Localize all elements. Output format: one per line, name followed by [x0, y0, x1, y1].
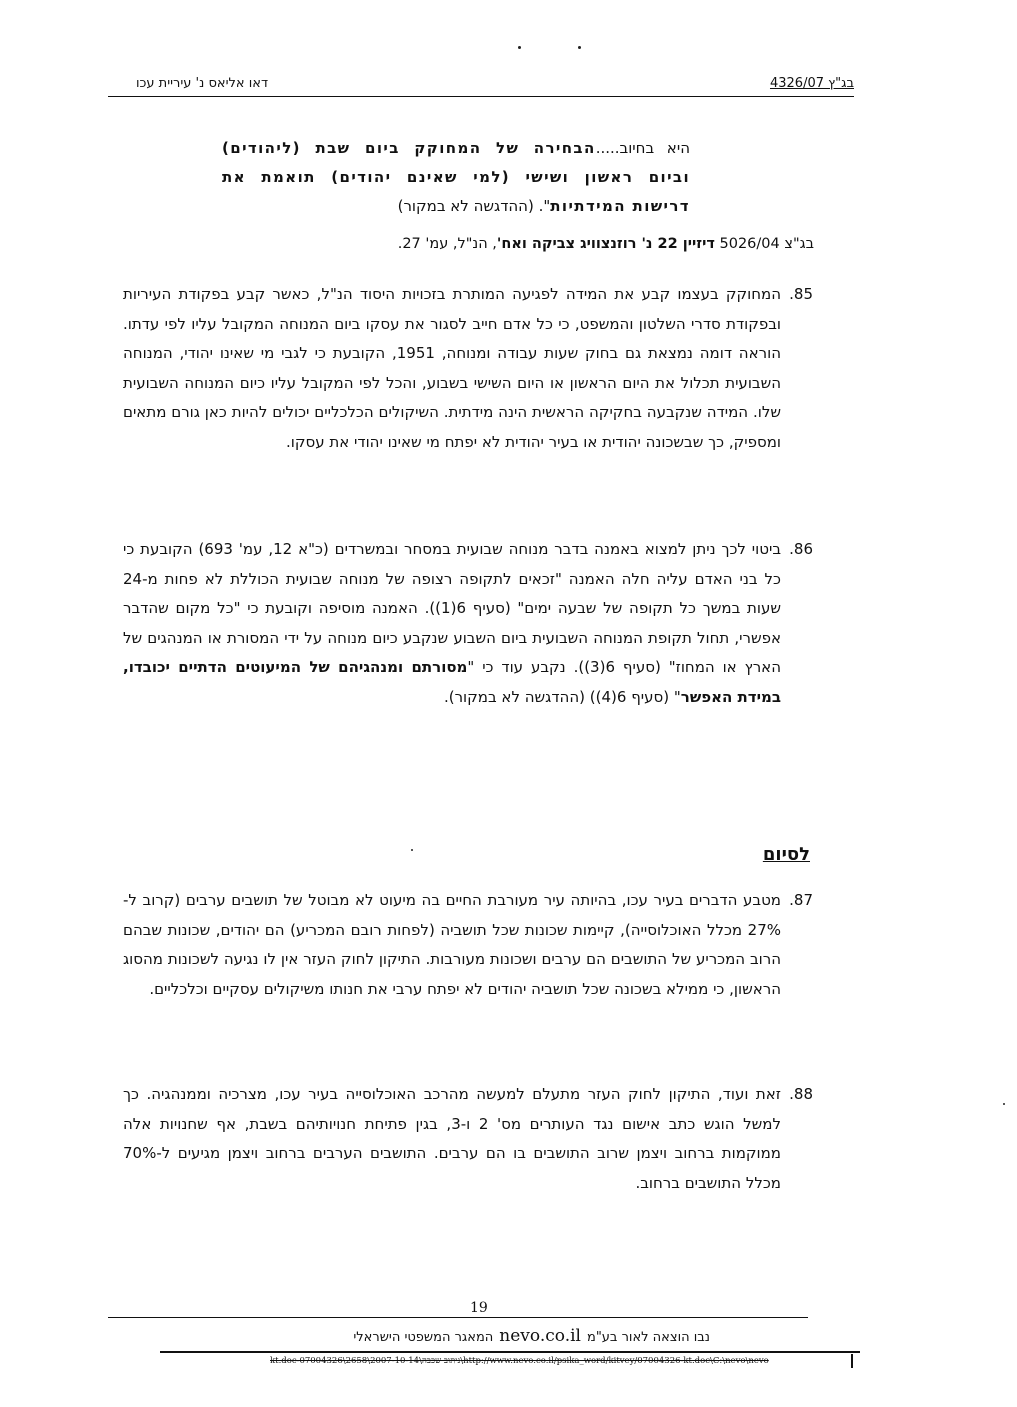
page-header	[108, 74, 854, 97]
publisher-text: נבו הוצאה לאור בע"מ	[586, 1330, 710, 1345]
paragraph-87	[123, 886, 813, 1004]
publisher-site: nevo.co.il	[499, 1326, 581, 1346]
header-case-number: בג"ץ 4326/07	[769, 76, 854, 91]
paragraph-number: 85.	[789, 285, 813, 303]
section-heading: לסיום	[762, 844, 810, 865]
page-number: 19	[470, 1300, 488, 1316]
scan-speck	[411, 849, 413, 851]
footer-rule-thick	[160, 1351, 860, 1353]
citation	[300, 236, 814, 252]
paragraph-number: 87.	[789, 891, 813, 909]
scan-speck	[518, 46, 521, 49]
paragraph-text-part: ביטוי לכך ניתן למצוא באמנה בדבר מנוחה שבועית במסחר ובמשרדים (כ"א 12, עמ' 693) הקובעת כי כל בני האדם עליה חלה האמנה "זכאים לתקופה רצופה של מנוחה שבועית הכוללת לא פחות מ-24 שעות במשך כל תקופה של שבעה ימים" (סעיף 6(1)). האמנה מוסיפה וקובעת כי "כל מקום שהדבר אפשרי, תחול תקופת המנוחה השבועית ביום השבוע שנקבע כיום מנוחה על ידי המסורת או המנהגים של הארץ או המחוז" (סעיף 6(3)). נקבע עוד כי "	[123, 540, 782, 676]
database-text: המאגר המשפטי הישראלי	[353, 1330, 494, 1345]
paragraph-text: המחוקק בעצמו קבע את המידה לפגיעה המותרת בזכויות היסוד הנ"ל, כאשר קבע בפקודת העיריות ובפקודת סדרי השלטון והמשפט, כי כל אדם חייב לסגור את עסקו ביום המנוחה המקובל עליו לפי עדתו. הוראה דומה נמצאת גם בחוק שעות עבודה ומנוחה, 1951, הקובעת כי לגבי מי שאינו יהודי, המנוחה השבועית תכלול את היום הראשון או היום השישי בשבוע, והכל לפי המקובל עליו כיום המנוחה השבועית שלו. המידה שנקבעה בחקיקה הראשית הינה מידתית. השיקולים הכלכליים יכולים להיות כאן גורם מתאים ומספיק, כך שבשכונה יהודית או בעיר יהודית לא יפתח מי שאינו יהודי את עסקו.	[123, 285, 781, 451]
paragraph-text-part: " (סעיף 6(4)) (ההדגשה לא במקור).	[443, 687, 681, 706]
paragraph-85	[123, 280, 813, 457]
paragraph-text: זאת ועוד, התיקון לחוק העזר מתעלם למעשה מהרכב האוכלוסייה בעיר עכו, מצרכיה וממנהגיה. כך למשל הוגש כתב אישום נגד העותרים מס' 2 ו-3, בגין פתיחת חנויותיהם בשבת, אף שחנויות אלה ממוקמות ברחוב ויצמן שרוב התושבים בו הם ערבים. התושבים הערבים ברחוב ויצמן מגיעים ל-70% מכלל התושבים ברחוב.	[123, 1085, 782, 1192]
paragraph-number: 88.	[789, 1085, 813, 1103]
footer-file-path: kt.doc-07004326\2658\2007-10-14\ניתוב שכבה\http://www.nevo.co.il/psika_word/kitvey/07004326-kt.doc\C:\nevo\nevo	[270, 1356, 769, 1366]
paragraph-bold-quote: מסורתם ומנהגיהם של המיעוטים הדתיים יכובדו, במידת האפשר	[123, 658, 781, 706]
paragraph-text	[123, 535, 781, 712]
paragraph-number: 86.	[789, 540, 813, 558]
footer-bar-mark	[851, 1354, 853, 1368]
citation-suffix: , הנ"ל, עמ' 27.	[397, 236, 497, 252]
quote-tail: ". (ההדגשה לא במקור)	[397, 197, 551, 215]
citation-bold: דיזיין 22 נ' רוזנצוויג צביקה ואח'	[496, 236, 715, 252]
paragraph-86	[123, 535, 813, 712]
quote-block	[222, 134, 690, 221]
footer-publisher	[280, 1326, 710, 1346]
footer-rule	[108, 1317, 808, 1318]
quote-bold: הבחירה של המחוקק ביום שבת (ליהודים) וביום ראשון ושישי (למי שאינם יהודים) תואמת את דרישות המידתיות	[222, 139, 690, 215]
citation-prefix: בג"צ 5026/04	[714, 236, 814, 252]
scan-speck	[578, 46, 581, 49]
quote-intro: היא בחיוב.....	[595, 139, 690, 157]
scan-speck	[1003, 1103, 1005, 1105]
paragraph-text: מטבע הדברים בעיר עכו, בהיותה עיר מעורבת החיים בה מיעוט לא מבוטל של תושבים ערבים (קרוב ל- 27% מכלל האוכלוסייה), קיימות שכונות שכל תושביה (לפחות רובם המכריע) הם יהודים, שכונות שבהם הרוב המכריע של התושבים הם ערבים ושכונות מעורבות. התיקון לחוק העזר אין לו נגיעה לשכונות מהסוג הראשון, כי ממילא בשכונה שכל תושביה יהודים לא יפתח ערבי את חנותו משיקולים עסקיים וכלכליים.	[123, 891, 781, 998]
header-case-parties: דאו אליאס נ' עיריית עכו	[136, 76, 269, 91]
paragraph-88	[123, 1080, 813, 1198]
